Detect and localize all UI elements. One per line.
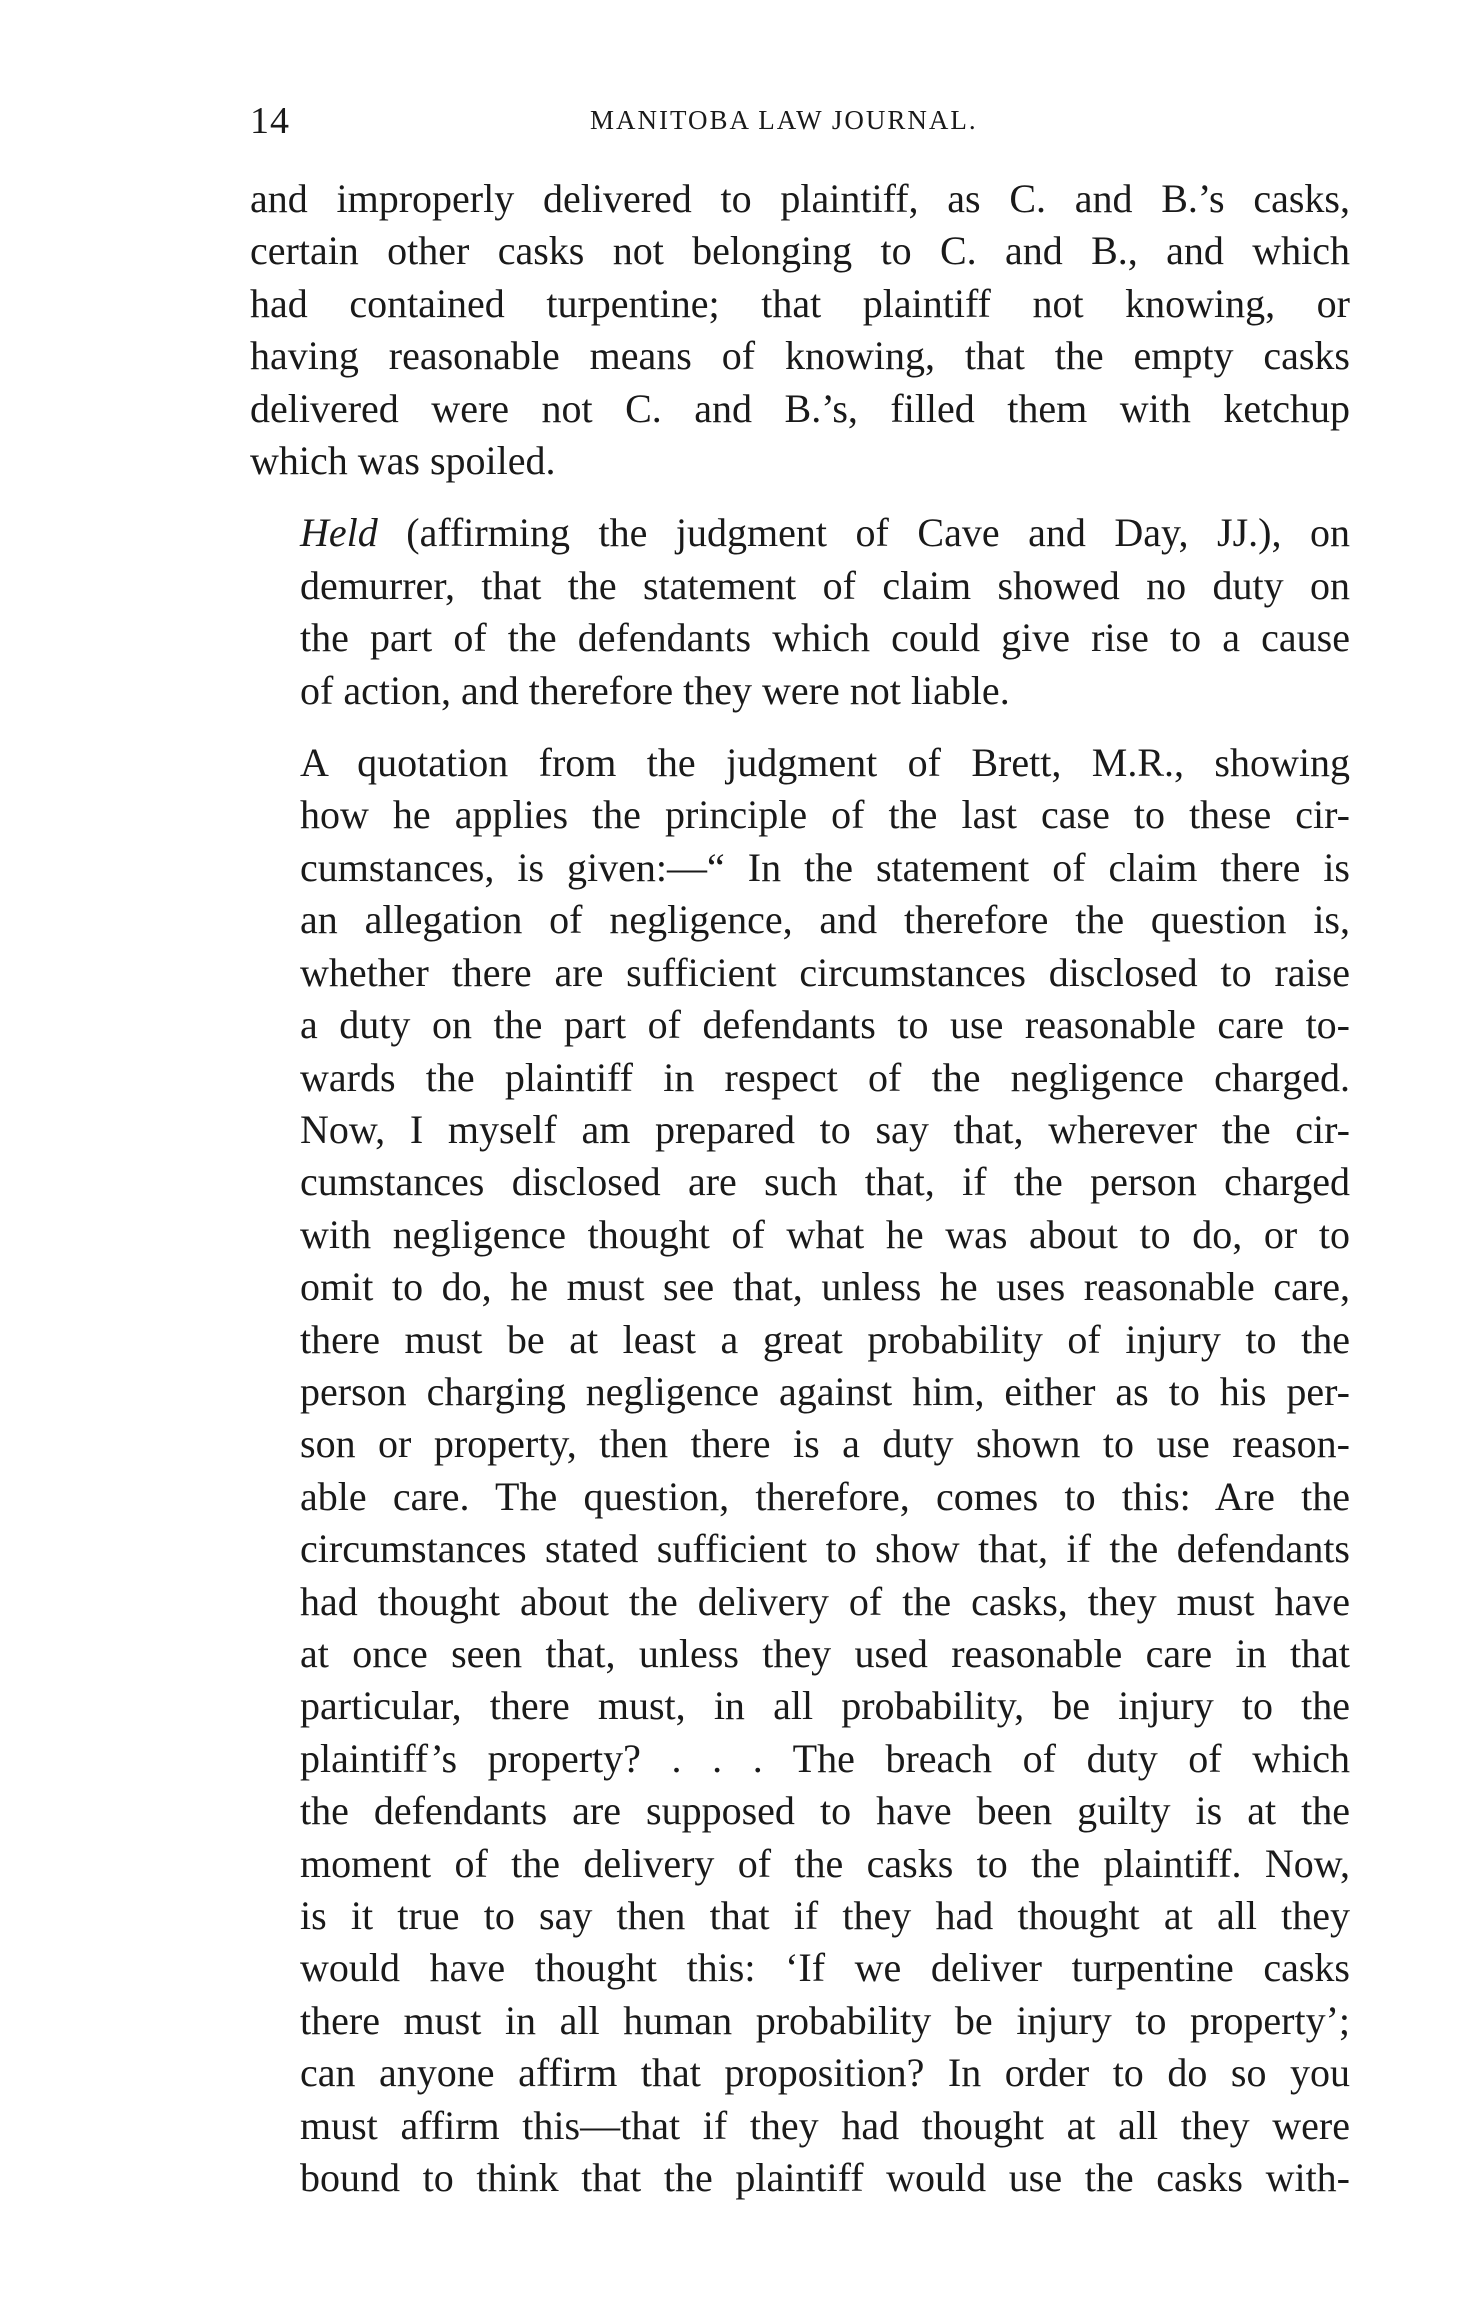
text-line — [250, 507, 1350, 559]
text-line: delivered were not C. and B.’s, filled them with ketchup — [250, 385, 1350, 431]
text-line: Now, I myself am prepared to say that, wherever the cir- — [300, 1106, 1350, 1152]
text-line: there must in all human probability be injury to property’; — [300, 1997, 1350, 2043]
text-line: particular, there must, in all probability, be injury to the — [300, 1683, 1350, 1729]
held-label: Held — [300, 510, 378, 556]
text-line: of action, and therefore they were not liable. — [300, 667, 1010, 713]
text-line: with negligence thought of what he was about to do, or to — [300, 1211, 1350, 1257]
text-line: demurrer, that the statement of claim showed no duty on — [300, 562, 1350, 608]
text-line: had contained turpentine; that plaintiff not knowing, or — [250, 280, 1350, 326]
text-line: having reasonable means of knowing, that the empty casks — [250, 333, 1350, 379]
text-line: the part of the defendants which could give rise to a cause — [300, 615, 1350, 661]
text-line: the defendants are supposed to have been guilty is at the — [300, 1788, 1350, 1834]
held-line-rest: (affirming the judgment of Cave and Day, JJ.), on — [377, 510, 1350, 556]
text-line: certain other casks not belonging to C. and B., and which — [250, 228, 1350, 274]
page-number: 14 — [250, 100, 290, 142]
text-line: must affirm this—that if they had thought at all they were — [300, 2102, 1350, 2148]
text-line: bound to think that the plaintiff would use the casks with- — [300, 2155, 1350, 2201]
paragraph-quotation — [250, 737, 1350, 2204]
text-line: A quotation from the judgment of Brett, M.R., showing — [300, 740, 1350, 786]
text-line: a duty on the part of defendants to use reasonable care to- — [300, 1002, 1350, 1048]
text-line: circumstances stated sufficient to show that, if the defendants — [300, 1526, 1350, 1572]
text-line: whether there are sufficient circumstances disclosed to raise — [300, 949, 1350, 995]
text-line: person charging negligence against him, either as to his per- — [300, 1368, 1350, 1414]
text-line: can anyone affirm that proposition? In order to do so you — [300, 2050, 1350, 2096]
text-line: able care. The question, therefore, comes to this: Are the — [300, 1473, 1350, 1519]
text-line: and improperly delivered to plaintiff, as C. and B.’s casks, — [250, 176, 1350, 221]
text-line: at once seen that, unless they used reasonable care in that — [300, 1630, 1350, 1676]
text-line: plaintiff’s property? . . . The breach of duty of which — [300, 1735, 1350, 1781]
text-line: omit to do, he must see that, unless he uses reasonable care, — [300, 1264, 1350, 1310]
body-text — [250, 173, 1350, 2204]
text-line: son or property, then there is a duty shown to use reason- — [300, 1421, 1350, 1467]
text-line: wards the plaintiff in respect of the negligence charged. — [300, 1054, 1350, 1100]
text-line: cumstances disclosed are such that, if the person charged — [300, 1159, 1350, 1205]
text-line: cumstances, is given:—“ In the statement of claim there is — [300, 844, 1350, 890]
text-line: is it true to say then that if they had thought at all they — [300, 1893, 1350, 1938]
paragraph-held — [250, 507, 1350, 717]
text-line: there must be at least a great probability of injury to the — [300, 1316, 1350, 1362]
text-line: had thought about the delivery of the casks, they must have — [300, 1578, 1350, 1624]
journal-title: MANITOBA LAW JOURNAL. — [590, 105, 978, 135]
running-head — [250, 95, 1350, 155]
text-line: moment of the delivery of the casks to the plaintiff. Now, — [300, 1840, 1350, 1886]
text-line: an allegation of negligence, and therefore the question is, — [300, 897, 1350, 943]
text-line: which was spoiled. — [250, 438, 556, 484]
paragraph-facts — [250, 173, 1350, 487]
text-line: would have thought this: ‘If we deliver turpentine casks — [300, 1945, 1350, 1991]
text-line: how he applies the principle of the last case to these cir- — [300, 792, 1350, 838]
